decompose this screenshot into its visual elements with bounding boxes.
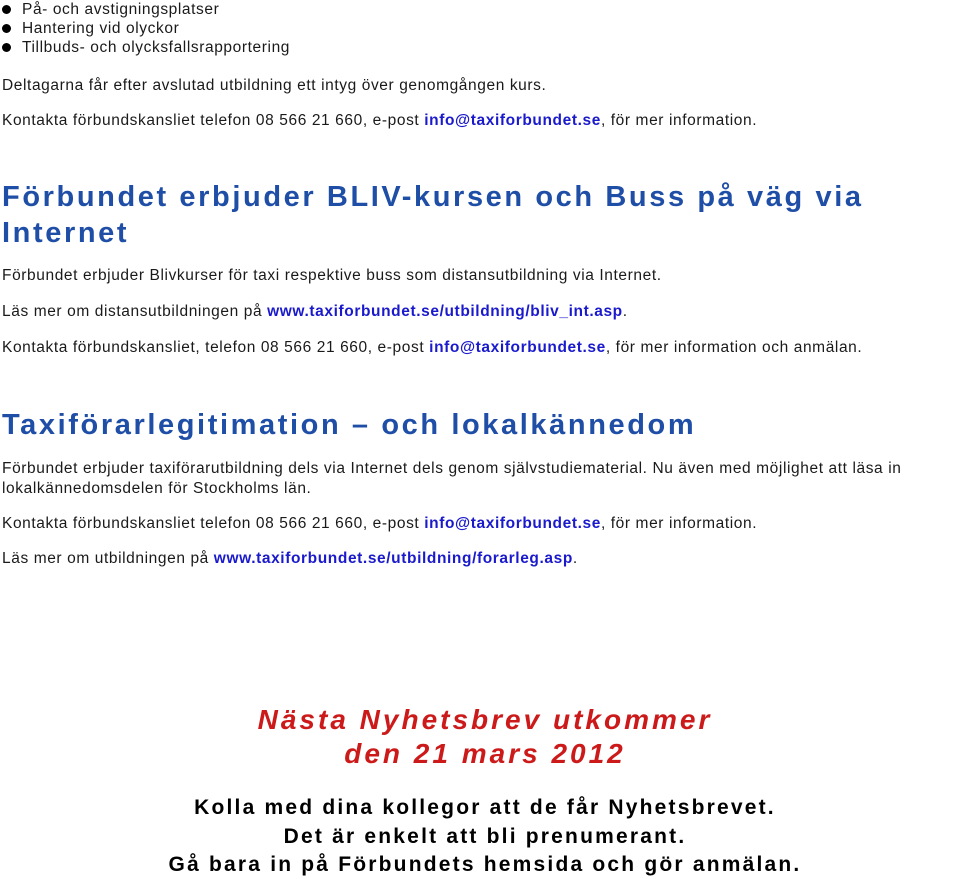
bliv-course-link[interactable]: www.taxiforbundet.se/utbildning/bliv_int.asp: [267, 303, 623, 320]
intro-contact-text: Kontakta förbundskansliet telefon 08 566 21 660, e-post info@taxiforbundet.se, för mer information.: [2, 112, 758, 129]
topic-list: [0, 0, 290, 57]
bullet-icon: [2, 43, 11, 52]
list-item: Tillbuds- och olycksfallsrapportering: [0, 38, 290, 57]
next-issue-date: den 21 mars 2012: [344, 738, 626, 769]
taxi-heading: Taxiförarlegitimation – och lokalkännedom: [2, 409, 697, 441]
subscribe-line-1: Kolla med dina kollegor att de får Nyhetsbrevet.: [194, 796, 776, 819]
list-item: På- och avstigningsplatser: [0, 0, 290, 19]
bullet-icon: [2, 24, 11, 33]
email-link[interactable]: info@taxiforbundet.se: [424, 515, 601, 532]
bliv-contact-text: Kontakta förbundskansliet, telefon 08 566 21 660, e-post info@taxiforbundet.se, för mer information och anmälan.: [2, 339, 863, 356]
bliv-read-more-text: Läs mer om distansutbildningen på www.taxiforbundet.se/utbildning/bliv_int.asp.: [2, 303, 628, 320]
bullet-icon: [2, 5, 11, 14]
email-link[interactable]: info@taxiforbundet.se: [429, 339, 606, 356]
certificate-text: Deltagarna får efter avslutad utbildning ett intyg över genomgången kurs.: [2, 77, 547, 94]
taxi-course-link[interactable]: www.taxiforbundet.se/utbildning/forarleg.asp: [213, 550, 573, 567]
taxi-read-more-text: Läs mer om utbildningen på www.taxiforbundet.se/utbildning/forarleg.asp.: [2, 550, 578, 567]
next-issue-line: Nästa Nyhetsbrev utkommer: [257, 704, 713, 735]
subscribe-line-2: Det är enkelt att bli prenumerant.: [283, 825, 687, 848]
taxi-contact-text: Kontakta förbundskansliet telefon 08 566 21 660, e-post info@taxiforbundet.se, för mer information.: [2, 515, 758, 532]
list-item: Hantering vid olyckor: [0, 19, 290, 38]
taxi-offer-text: Förbundet erbjuder taxiförarutbildning dels via Internet dels genom självstudiematerial. Nu även med möjlighet att läsa in lokalkännedomsdelen för Stockholms län.: [2, 460, 902, 497]
email-link[interactable]: info@taxiforbundet.se: [424, 112, 601, 129]
subscribe-line-3: Gå bara in på Förbundets hemsida och gör anmälan.: [168, 853, 802, 876]
bliv-offer-text: Förbundet erbjuder Blivkurser för taxi respektive buss som distansutbildning via Internet.: [2, 267, 662, 284]
bliv-heading: Förbundet erbjuder BLIV-kursen och Buss på väg via Internet: [2, 181, 864, 249]
